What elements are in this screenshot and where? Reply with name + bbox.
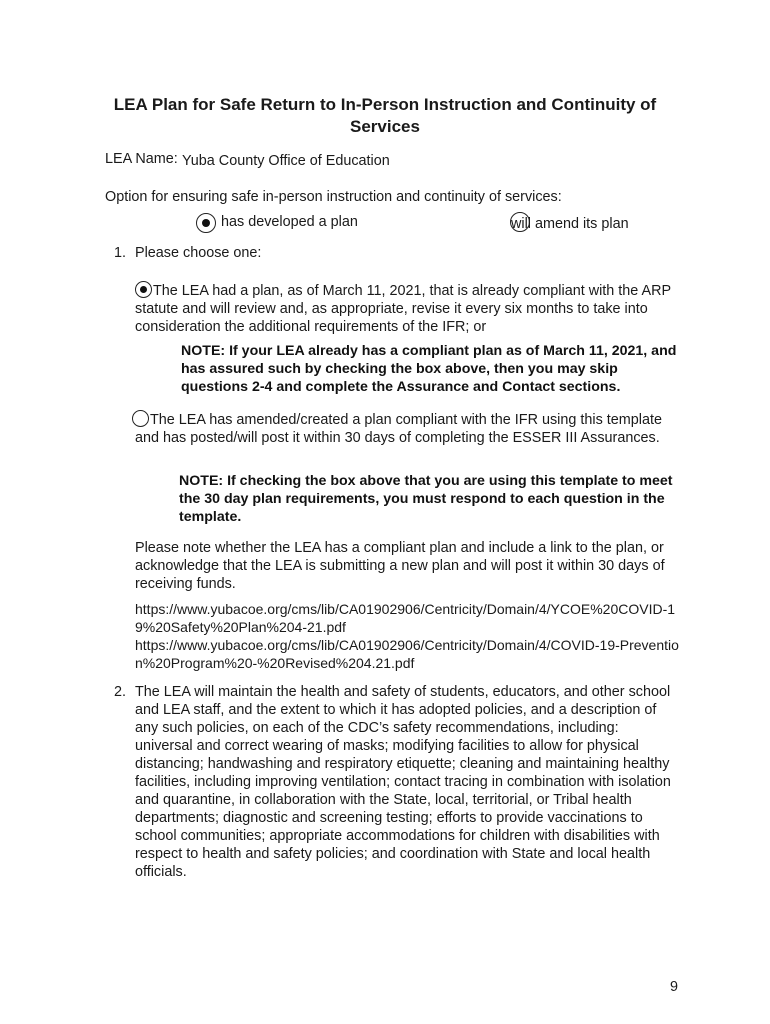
plan-link-1[interactable]: https://www.yubacoe.org/cms/lib/CA01902906/Centricity/Domain/4/YCOE%20COVID-19%20Safety%20Plan%204-21.pdf [135,601,676,635]
q1-number: 1. [114,245,127,261]
q1-option-a-note: NOTE: If your LEA already has a compliant plan as of March 11, 2021, and has assured such by checking the box above, then you may skip questions 2-4 and complete the Assurance and Contact sections. [181,343,677,395]
q1-instruction: Please note whether the LEA has a compliant plan and include a link to the plan, or acknowledge that the LEA is submitting a new plan and will post it within 30 days of receiving funds. [135,540,665,592]
q2-number: 2. [114,684,127,700]
q1-option-a [135,281,680,336]
page-number: 9 [670,979,679,995]
lea-name-field[interactable]: Yuba County Office of Education [182,153,390,169]
radio-q1-option-a[interactable] [135,281,152,298]
option-prompt: Option for ensuring safe in-person instruction and continuity of services: [105,189,562,205]
radio-q1-option-b[interactable] [132,410,149,427]
q1-option-b-note: NOTE: If checking the box above that you are using this template to meet the 30 day plan requirements, you must respond to each question in the template. [179,473,673,525]
option-label-amend: will amend its plan [511,216,629,232]
document-title: LEA Plan for Safe Return to In-Person Instruction and Continuity of Services [113,95,657,136]
radio-has-developed-plan[interactable] [196,213,216,233]
q1-option-b [135,410,675,447]
plan-link-2[interactable]: https://www.yubacoe.org/cms/lib/CA01902906/Centricity/Domain/4/COVID-19-Prevention%20Program%20-%20Revised%204.21.pdf [135,637,679,671]
option-label-developed: has developed a plan [221,214,358,230]
q1-option-b-text: The LEA has amended/created a plan compliant with the IFR using this template and has posted/will post it within 30 days of completing the ESSER III Assurances. [135,412,662,446]
q2-text: The LEA will maintain the health and safety of students, educators, and other school and LEA staff, and the extent to which it has adopted policies, and a description of any such policies, on each of the CDC’s safety recommendations, including: universal and correct wearing of masks; modifying facilities to allow for physical distancing; handwashing and respiratory etiquette; cleaning and maintaining healthy facilities, including improving ventilation; contact tracing in combination with isolation and quarantine, in collaboration with the State, local, territorial, or Tribal health departments; diagnostic and screening testing; efforts to provide vaccinations to school communities; appropriate accommodations for children with disabilities with respect to health and safety policies; and coordination with State and local health officials. [135,684,671,880]
lea-name-label: LEA Name: [105,151,178,167]
q1-prompt: Please choose one: [135,245,262,261]
q1-option-a-text: The LEA had a plan, as of March 11, 2021, that is already compliant with the ARP statute and will review and, as appropriate, revise it every six months to take into consideration the additional requirements of the IFR; or [135,283,671,335]
